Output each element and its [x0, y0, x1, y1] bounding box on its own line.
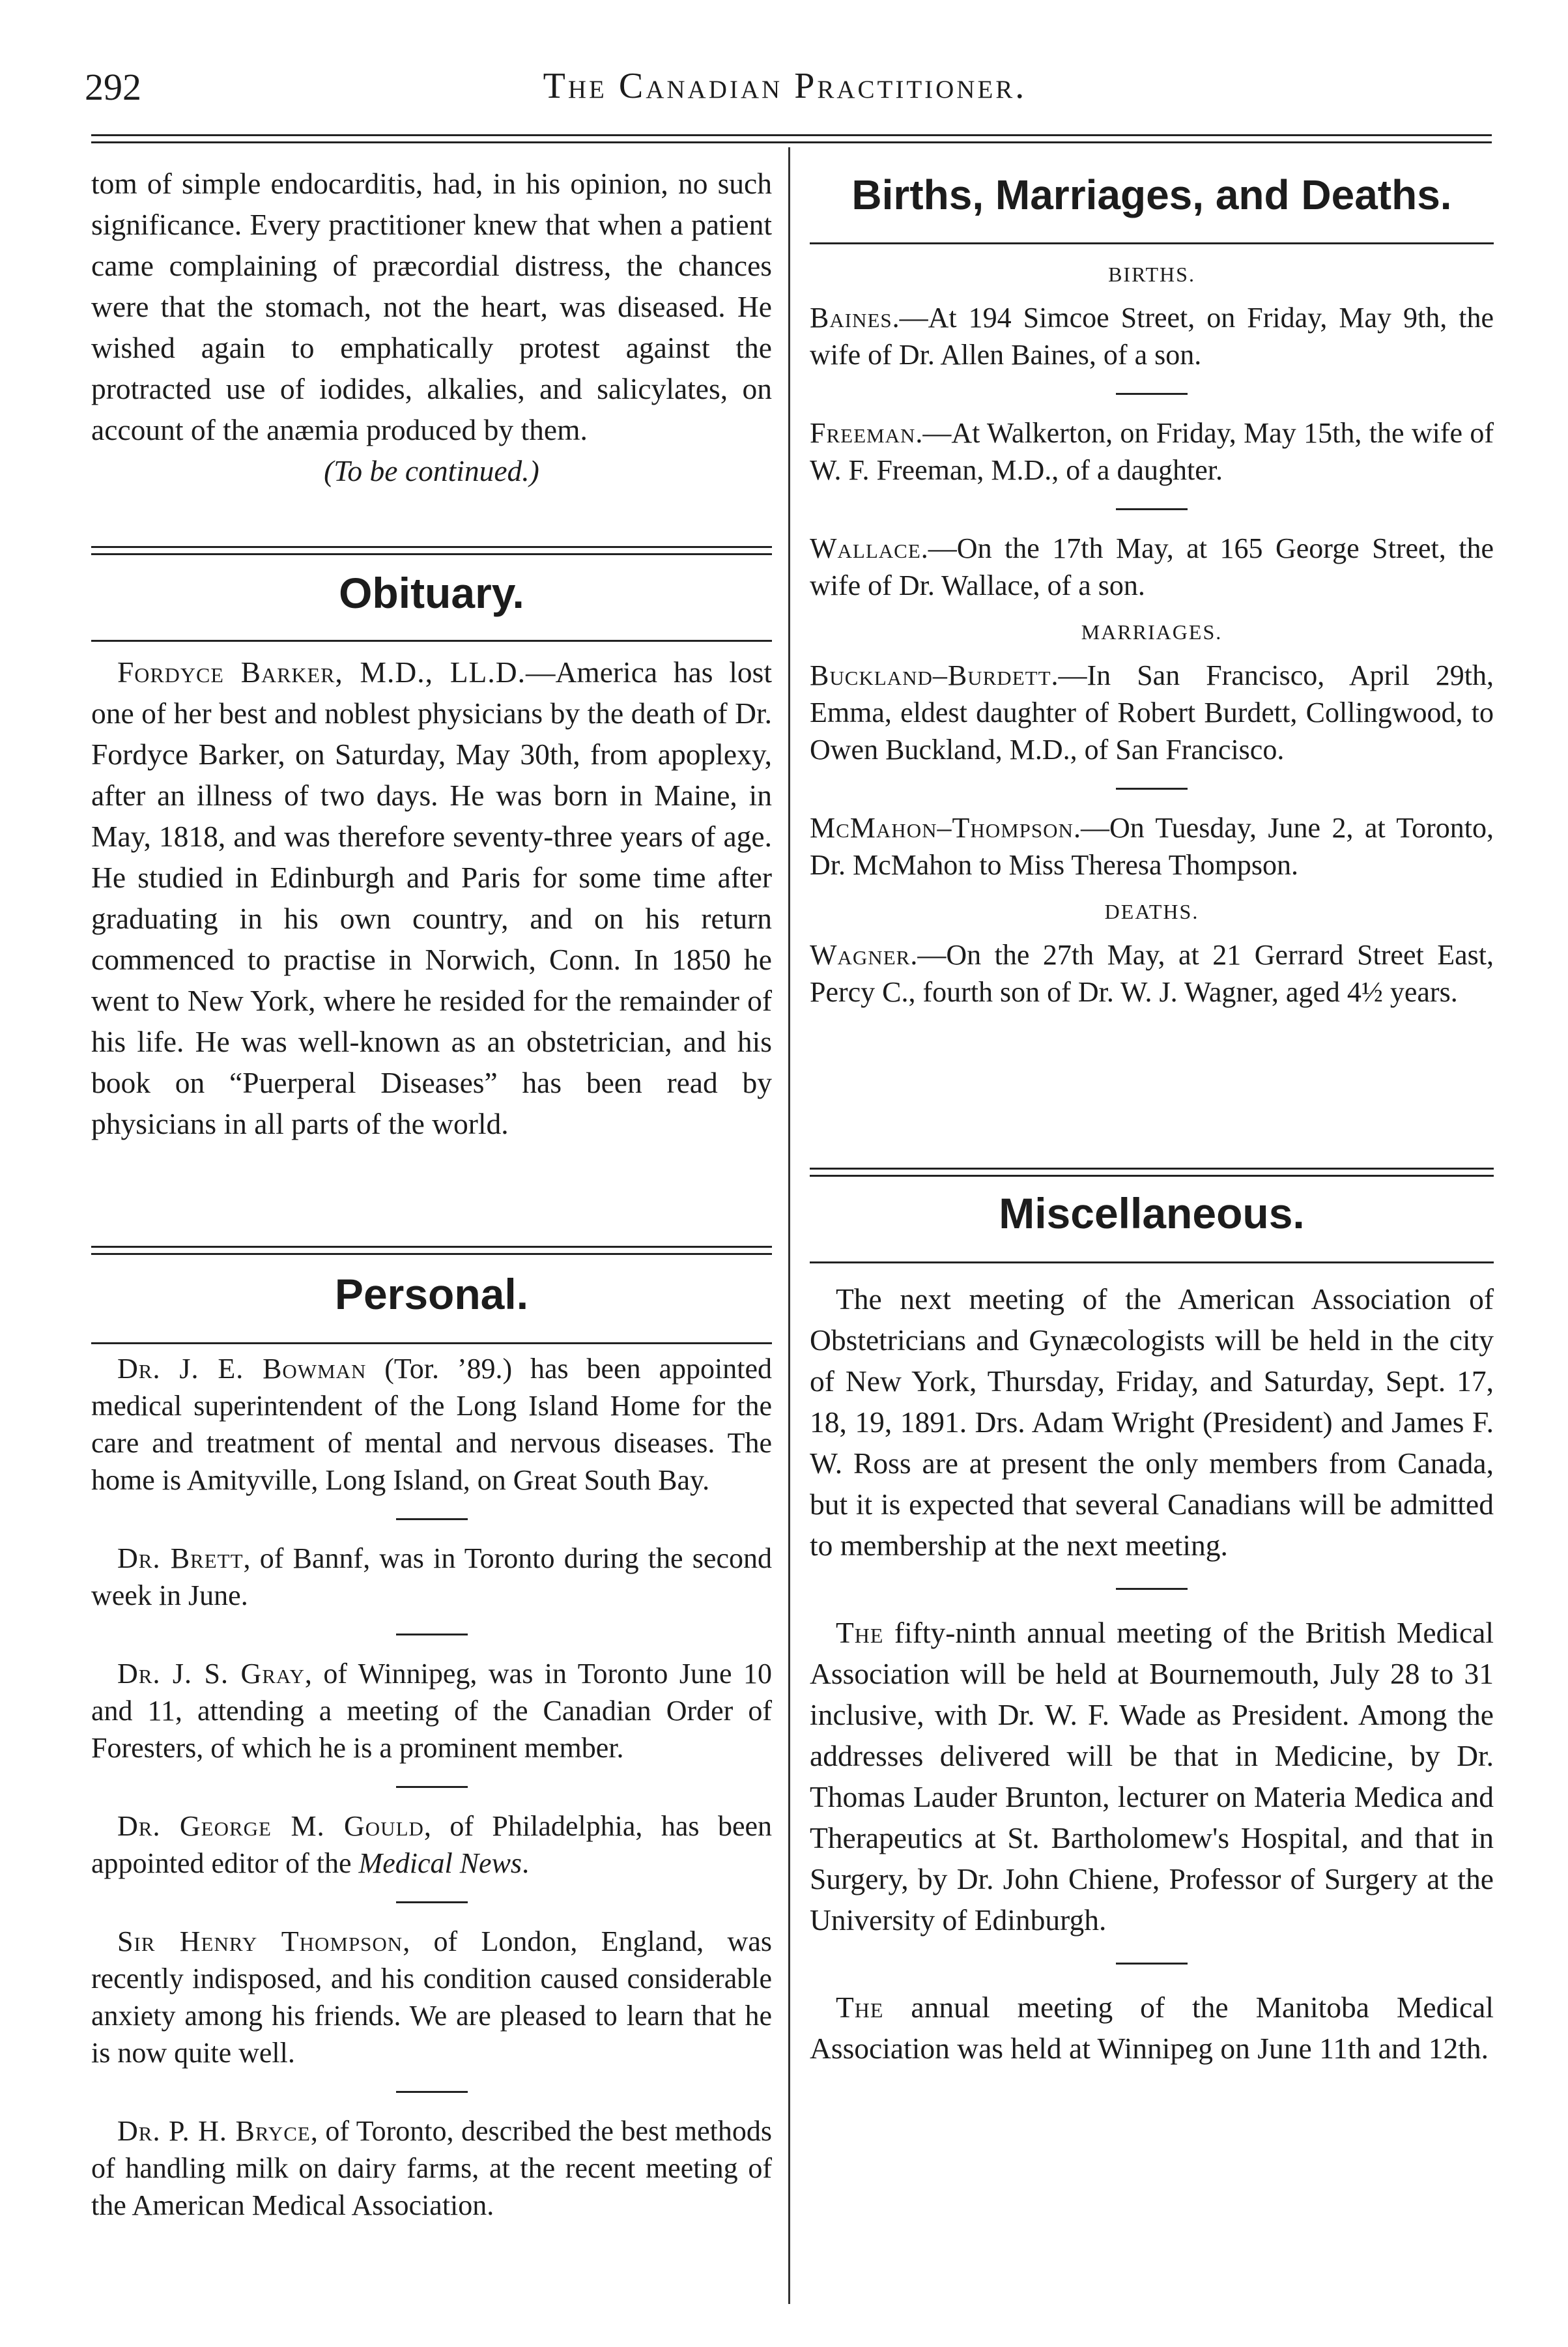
separator: [396, 1634, 468, 1635]
birth-item: Baines.—At 194 Simcoe Street, on Friday, May 9th, the wife of Dr. Allen Baines, of a son.: [810, 302, 1494, 371]
obituary-section: [91, 568, 772, 618]
personal-item: Dr. J. S. Gray, of Winnipeg, was in Toronto June 10 and 11, attending a meeting of the Canadian Order of Foresters, of which he is a prominent member.: [91, 1658, 772, 1764]
column-divider: [788, 147, 790, 2304]
obituary-top-rule: [91, 546, 772, 555]
separator: [1116, 393, 1188, 395]
misc-item: The next meeting of the American Association of Obstetricians and Gynæcologists will be held in the city of New York, Thursday, Friday, and Saturday, Sept. 17, 18, 19, 1891. Drs. Adam Wright (President) and James F. W. Ross are at present the only members from Canada, but it is expected that several Canadians will be admitted to membership at the next meeting.: [810, 1282, 1494, 1562]
separator: [396, 1518, 468, 1520]
marriage-item: Buckland–Burdett.—In San Francisco, April 29th, Emma, eldest daughter of Robert Burdett, Collingwood, to Owen Buckland, M.D., of San Francisco.: [810, 659, 1494, 766]
personal-top-rule: [91, 1246, 772, 1255]
bmd-heading: Births, Marriages, and Deaths.: [851, 171, 1452, 218]
obituary-name: Fordyce Barker, M.D., LL.D.: [117, 655, 526, 689]
bmd-heading-rule: [810, 242, 1494, 244]
bmd-section: [810, 171, 1494, 219]
misc-body: [810, 1278, 1494, 2069]
misc-section: [810, 1188, 1494, 1238]
marriages-label: MARRIAGES.: [1081, 620, 1223, 644]
header-double-rule: [91, 134, 1492, 143]
separator: [1116, 1963, 1188, 1965]
separator: [1116, 508, 1188, 510]
continued-paragraph: tom of simple endocarditis, had, in his opinion, no such significance. Every practitioner knew that when a patient came complaining of præcordial distress, the chances were that the stomach, not the heart, was diseased. He wished again to emphatically protest against the protracted use of iodides, alkalies, and salicylates, on account of the anæmia produced by them.: [91, 167, 772, 446]
misc-item: The fifty-ninth annual meeting of the British Medical Association will be held at Bournemouth, July 28 to 31 inclusive, with Dr. W. F. Wade as President. Among the addresses delivered will be that in Medicine, by Dr. Thomas Lauder Brunton, lecturer on Materia Medica and Therapeutics at St. Bartholomew's Hospital, and that in Surgery, by Dr. John Chiene, Professor of Surgery at the University of Edinburgh.: [810, 1616, 1494, 1937]
birth-item: Freeman.—At Walkerton, on Friday, May 15th, the wife of W. F. Freeman, M.D., of a daughter.: [810, 417, 1494, 486]
running-head: The Canadian Practitioner.: [543, 66, 1027, 106]
to-be-continued: (To be continued.): [324, 454, 539, 487]
personal-body: [91, 1350, 772, 2224]
misc-heading: Miscellaneous.: [999, 1189, 1305, 1237]
misc-top-rule: [810, 1168, 1494, 1177]
separator: [1116, 1588, 1188, 1590]
obituary-heading: Obituary.: [339, 569, 524, 617]
left-column: [91, 163, 772, 491]
death-item: Wagner.—On the 27th May, at 21 Gerrard Street East, Percy C., fourth son of Dr. W. J. Wagner, aged 4½ years.: [810, 939, 1494, 1008]
personal-item: Dr. P. H. Bryce, of Toronto, described the best methods of handling milk on dairy farms, at the recent meeting of the American Medical Association.: [91, 2115, 773, 2221]
birth-item: Wallace.—On the 17th May, at 165 George Street, the wife of Dr. Wallace, of a son.: [810, 532, 1494, 601]
personal-item: Dr. Brett, of Bannf, was in Toronto during the second week in June.: [91, 1542, 772, 1611]
personal-heading-rule: [91, 1342, 772, 1344]
separator: [396, 1901, 468, 1903]
page-header: [85, 59, 1485, 137]
page-number: 292: [85, 66, 141, 108]
personal-item: Dr. J. E. Bowman (Tor. ’89.) has been appointed medical superintendent of the Long Island Home for the care and treatment of mental and nervous diseases. The home is Amityville, Long Island, on Great South Bay.: [91, 1353, 772, 1496]
misc-item: The annual meeting of the Manitoba Medical Association was held at Winnipeg on June 11th and 12th.: [810, 1991, 1494, 2065]
personal-heading: Personal.: [334, 1270, 529, 1318]
marriage-item: McMahon–Thompson.—On Tuesday, June 2, at Toronto, Dr. McMahon to Miss Theresa Thompson.: [810, 812, 1494, 881]
separator: [396, 1786, 468, 1788]
misc-heading-rule: [810, 1261, 1494, 1263]
personal-section: [91, 1269, 772, 1319]
deaths-label: DEATHS.: [1104, 900, 1199, 923]
personal-item: Sir Henry Thompson, of London, England, was recently indisposed, and his condition caused considerable anxiety among his friends. We are pleased to learn that he is now quite well.: [91, 1925, 772, 2069]
births-label: BIRTHS.: [1108, 263, 1195, 286]
personal-item: Dr. George M. Gould, of Philadelphia, has been appointed editor of the Medical News.: [91, 1810, 772, 1879]
obituary-body: [91, 652, 772, 1144]
separator: [1116, 788, 1188, 790]
bmd-body: [810, 254, 1494, 1011]
obituary-paragraph: Fordyce Barker, M.D., LL.D.—America has lost one of her best and noblest physicians by the death of Dr. Fordyce Barker, on Saturday, May 30th, from apoplexy, after an illness of two days. He was born in Maine, in May, 1818, and was therefore seventy-three years of age. He studied in Edinburgh and Paris for some time after graduating in his own country, and on his return commenced to practise in Norwich, Conn. In 1850 he went to New York, where he resided for the remainder of his life. He was well-known as an obstetrician, and his book on “Puerperal Diseases” has been read by physicians in all parts of the world.: [91, 655, 772, 1140]
separator: [396, 2091, 468, 2093]
obituary-heading-rule: [91, 640, 772, 642]
